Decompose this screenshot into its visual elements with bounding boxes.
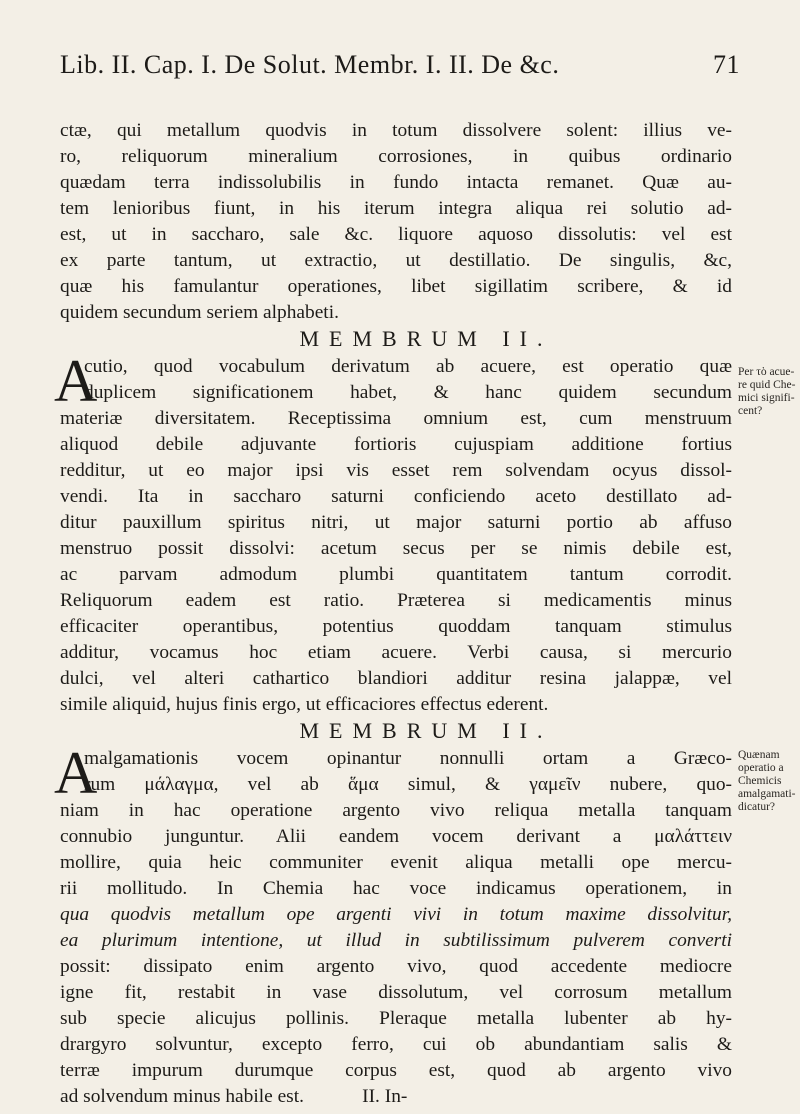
margin-note-line: Quænam [738,749,780,761]
drop-cap: A [54,740,98,806]
text-line: tem lenioribus fiunt, in his iterum integra aliqua rei solutio ad- [60,198,732,219]
text-line: terræ impurum durumque corpus est, quod ab argento vivo [60,1060,732,1081]
text-line: igne fit, restabit in vase dissolutum, vel corrosum metallum [60,982,732,1003]
text-line: materiæ diversitatem. Receptissima omnium est, cum menstruum [60,408,732,429]
text-line: rii mollitudo. In Chemia hac voce indicamus operationem, in [60,878,732,899]
text-line: qua quodvis metallum ope argenti vivi in totum maxime dissolvitur, [60,904,732,925]
text-line: ctæ, qui metallum quodvis in totum dissolvere solent: illius ve- [60,120,732,141]
drop-cap: A [54,348,98,414]
text-line: rum μάλαγμα, vel ab ἅμα simul, & γαμεῖν nubere, quo- [84,774,732,795]
text-line: possit: dissipato enim argento vivo, quod accedente mediocre [60,956,732,977]
margin-note-line: Per τὸ acue- [738,366,795,378]
margin-note-line: mici signifi- [738,392,795,404]
page-number: 71 [713,50,740,79]
text-line: Reliquorum eadem est ratio. Præterea si medicamentis minus [60,590,732,611]
text-line: redditur, ut eo major ipsi vis esset rem solvendam ocyus dissol- [60,460,732,481]
margin-note-line: amalgamati- [738,788,796,800]
text-line: quædam terra indissolubilis in fundo intacta remanet. Quæ au- [60,172,732,193]
section-heading: MEMBRUM II. [299,718,553,743]
text-line: quæ his famulantur operationes, libet sigillatim scribere, & id [60,276,732,297]
text-line: niam in hac operatione argento vivo reliqua metalla tanquam [60,800,732,821]
section-heading: MEMBRUM II. [299,326,553,351]
text-line: menstruo possit dissolvi: acetum secus per se nimis debile est, [60,538,732,559]
text-line: drargyro solvuntur, excepto ferro, cui ob abundantiam salis & [60,1034,732,1055]
text-line: connubio junguntur. Alii eandem vocem derivant a μαλάττειν [60,826,732,847]
margin-note-amalgamatio [738,749,800,814]
text-line: ditur pauxillum spiritus nitri, ut major saturni portio ab affuso [60,512,732,533]
text-line: dulci, vel alteri cathartico blandiori additur resina jalappæ, vel [60,668,732,689]
margin-note-line: re quid Che- [738,379,796,391]
text-line: ea plurimum intentione, ut illud in subtilissimum pulverem converti [60,930,732,951]
text-line: simile aliquid, hujus finis ergo, ut efficaciores effectus ederent. [60,694,549,715]
text-line: ex parte tantum, ut extractio, ut destillatio. De singulis, &c, [60,250,732,271]
margin-note-line: Chemicis [738,775,782,787]
running-header [60,50,740,90]
text-line: ac parvam admodum plumbi quantitatem tantum corrodit. [60,564,732,585]
text-line: duplicem significationem habet, & hanc quidem secundum [84,382,732,403]
text-line: sub specie alicujus pollinis. Pleraque metalla lubenter ab hy- [60,1008,732,1029]
text-line: aliquod debile adjuvante fortioris cujuspiam additione fortius [60,434,732,455]
margin-note-acutio [738,366,800,418]
margin-note-line: dicatur? [738,801,776,813]
margin-note-line: cent? [738,405,763,417]
text-column [54,118,732,1110]
text-line: additur, vocamus hoc etiam acuere. Verbi causa, si mercurio [60,642,732,663]
text-line: vendi. Ita in saccharo saturni conficiendo aceto destillato ad- [60,486,732,507]
text-line-content: cutio, quod vocabulum derivatum ab acuere, est operatio quæ [84,356,732,377]
text-line: est, ut in saccharo, sale &c. liquore aquoso dissolutis: vel est [60,224,732,245]
text-line-content: malgamationis vocem opinantur nonnulli ortam a Græco- [84,748,732,769]
running-title: Lib. II. Cap. I. De Solut. Membr. I. II. De &c. [60,50,560,79]
text-line: ro, reliquorum mineralium corrosiones, in quibus ordinario [60,146,732,167]
text-line: ad solvendum minus habile est. II. In- [60,1086,408,1107]
text-line: quidem secundum seriem alphabeti. [60,302,339,323]
margin-note-line: operatio a [738,762,784,774]
text-line: mollire, quia heic communiter evenit aliqua metalli ope mercu- [60,852,732,873]
text-line: efficaciter operantibus, potentius quoddam tanquam stimulus [60,616,732,637]
